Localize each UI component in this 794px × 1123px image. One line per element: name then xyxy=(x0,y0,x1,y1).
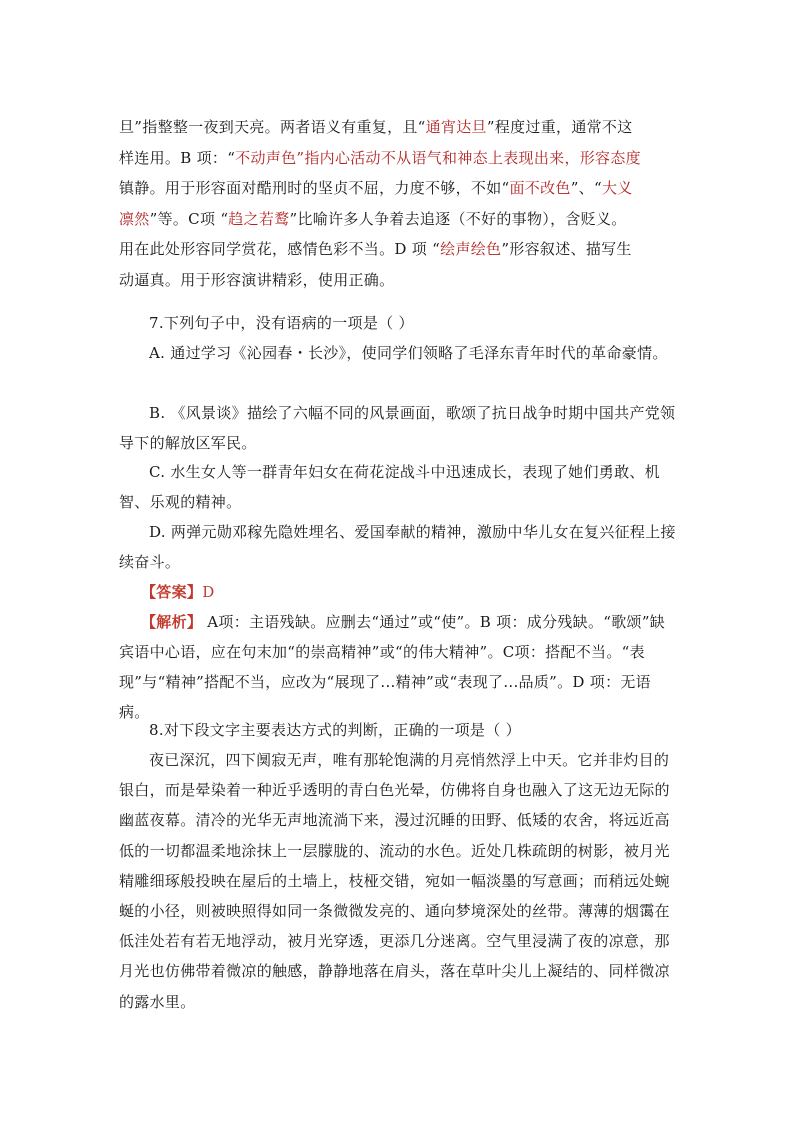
explanation-line xyxy=(119,112,679,143)
explanation-text: ”比喻许多人争着去追逐（不好的事物），含贬义。 xyxy=(289,209,627,228)
highlighted-term: 不动声色”指内心活动不从语气和神态上表现出来，形容态度 xyxy=(235,148,641,167)
analysis-tag: 【解析】 xyxy=(141,613,203,631)
q7-option-a: A. 通过学习《沁园春・长沙》，使同学们领略了毛泽东青年时代的革命豪情。 xyxy=(149,344,668,362)
explanation-text: 用在此处形容同学赏花，感情色彩不当。D 项 “ xyxy=(119,240,441,258)
answer-value: D xyxy=(202,583,215,601)
highlighted-term: 面不改色 xyxy=(509,179,571,197)
q7-option-c: C. 水生女人等一群青年妇女在荷花淀战斗中迅速成长，表现了她们勇敢、机智、乐观的精神。 xyxy=(119,463,660,511)
highlighted-term: 趋之若鹜 xyxy=(228,209,290,228)
explanation-text: ”等。C项 “ xyxy=(149,209,229,228)
q7-analysis xyxy=(119,607,679,727)
explanation-text: ”、“ xyxy=(570,179,602,197)
explanation-text: 动逼真。用于形容演讲精彩，使用正确。 xyxy=(119,270,395,289)
q8-passage: 夜已深沉，四下阒寂无声，唯有那轮饱满的月亮悄然浮上中天。它并非灼目的银白，而是晕染着一种近乎透明的青白色光晕，仿佛将自身也融入了这无边无际的幽蓝夜幕。清冷的光华无声地流淌下来，漫过沉睡的田野、低矮的农舍，将远近高低的一切都温柔地涂抹上一层朦胧的、流动的水色。近处几株疏朗的树影，被月光精雕细琢般投映在屋后的土墙上，枝桠交错，宛如一幅淡墨的写意画；而稍远处蜿蜒的小径，则被映照得如同一条微微发亮的、通向梦境深处的丝带。薄薄的烟霭在低洼处若有若无地浮动，被月光穿透，更添几分迷离。空气里浸满了夜的凉意，那月光也仿佛带着微凉的触感，静静地落在肩头，落在草叶尖儿上凝结的、同样微凉的露水里。 xyxy=(119,751,670,1011)
q7-option-d: D. 两弹元勋邓稼先隐姓埋名、爱国奉献的精神，激励中华儿女在复兴征程上接续奋斗。 xyxy=(119,523,676,571)
q8-stem: 8.对下段文字主要表达方式的判断，正确的一项是（ ） xyxy=(149,721,521,739)
explanation-line xyxy=(119,265,679,296)
explanation-line xyxy=(119,234,679,265)
explanation-text: ”形容叙述、描写生 xyxy=(501,240,632,258)
highlighted-term: 通宵达旦 xyxy=(425,118,487,136)
analysis-text: A项：主语残缺。应删去“通过”或“使”。B 项：成分残缺。“歌颂”缺宾语中心语，应在句末加“的崇高精神”或“的伟大精神”。C项：搭配不当。“表现”与“精神”搭配不当，应改为“展现了...精神”或“表现了...品质”。D 项：无语病。 xyxy=(119,613,666,721)
q7-answer xyxy=(119,577,679,607)
explanation-text: 旦”指整整一夜到天亮。两者语义有重复，且“ xyxy=(119,118,426,136)
explanation-text: 样连用。B 项：“ xyxy=(119,148,236,167)
explanation-line xyxy=(119,143,679,174)
explanation-text: 镇静。用于形容面对酷刑时的坚贞不屈，力度不够，不如“ xyxy=(119,179,510,197)
explanation-line xyxy=(119,173,679,204)
explanation-line xyxy=(119,204,679,235)
q7-stem: 7.下列句子中，没有语病的一项是（ ） xyxy=(149,314,414,332)
answer-tag: 【答案】 xyxy=(141,583,203,601)
explanation-text: ”程度过重，通常不这 xyxy=(486,118,633,136)
highlighted-term: 凛然 xyxy=(119,209,150,228)
highlighted-term: 绘声绘色 xyxy=(440,240,502,258)
previous-question-explanation xyxy=(119,112,679,295)
highlighted-term: 大义 xyxy=(601,179,633,197)
q7-option-b: B. 《风景谈》描绘了六幅不同的风景画面，歌颂了抗日战争时期中国共产党领导下的解放区军民。 xyxy=(119,404,676,452)
